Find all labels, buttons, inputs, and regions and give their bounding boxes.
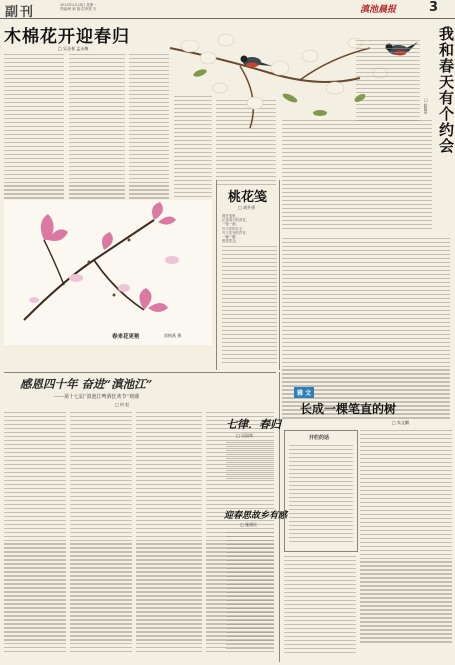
- taohua-poem: [222, 214, 277, 243]
- jazz-text-col1: [4, 412, 66, 655]
- yingchun-poem-text: [226, 532, 274, 652]
- qilv-title: 七律．春归: [226, 418, 281, 431]
- mumian-title: 木棉花开迎春归: [4, 27, 130, 47]
- poem-line: 我在笺里，: [222, 214, 239, 218]
- tree-title: 长成一棵笔直的树: [300, 402, 397, 416]
- section-divider: [4, 372, 276, 373]
- taohua-text: [222, 246, 277, 366]
- dateline-date: 2025年2月24日 星期一: [60, 3, 97, 7]
- poem-line: 写下你的名字，: [222, 226, 246, 231]
- dateline-editors: 责编/杨 帆 版式/李建 川: [60, 7, 97, 12]
- jazz-subtitle: ——第十七届“滇池江啤酒狂欢节”观感: [54, 394, 140, 400]
- tree-text-col2: [360, 430, 452, 645]
- mumian-text-col2: [69, 54, 125, 217]
- spring-intro-text: [356, 40, 420, 124]
- taohua-title: 桃花笺: [228, 190, 268, 205]
- jazz-text-col3: [136, 412, 202, 655]
- magnolia-painting: [4, 200, 212, 330]
- dateline: [60, 3, 97, 11]
- jazz-byline: □ 何 虹: [115, 402, 130, 407]
- intro-box: [284, 430, 358, 552]
- page-number: 3: [429, 0, 439, 15]
- tree-byline: □ 朱文麒: [392, 420, 410, 425]
- poem-line: 一瓣一瓣，: [222, 235, 239, 240]
- column-tag: 雅 文: [294, 387, 314, 398]
- spring-title: 我和春天有个约会: [437, 26, 455, 154]
- masthead: [0, 0, 455, 19]
- column-divider: [279, 180, 280, 370]
- jazz-title: 感恩四十年 奋进“滇池江”: [20, 377, 153, 391]
- intro-box-heading: 开栏的话: [309, 435, 330, 441]
- painting-credit: 郭梅燕 摄: [164, 333, 182, 338]
- mumian-text-col1: [4, 54, 64, 217]
- section-title: 副刊: [5, 5, 36, 20]
- jazz-text-col2: [70, 412, 132, 655]
- poem-line: 写下花开的声音，: [222, 230, 250, 235]
- poem-line: 都是思念。: [222, 239, 239, 244]
- column-divider: [216, 180, 217, 370]
- qilv-poem-text: [226, 442, 274, 482]
- yingchun-byline: □ 施建民: [240, 522, 258, 527]
- tree-text-col1: [284, 556, 356, 656]
- newspaper-logo: 滇池晨报: [360, 5, 397, 15]
- painting-frame: [4, 200, 212, 345]
- taohua-byline: □ 胡升勇: [238, 205, 256, 210]
- poem-line: 一笔一画，: [222, 222, 239, 227]
- spring-text-top: [282, 120, 432, 232]
- intro-box-text: [289, 445, 353, 545]
- mumian-byline: □ 吴圣春 孟永梅: [58, 46, 89, 51]
- qilv-byline: □ 吴国荣: [236, 433, 254, 438]
- yingchun-title: 迎春思故乡有感: [224, 511, 288, 521]
- poem-line: 记录春天的消息，: [222, 218, 250, 223]
- painting-caption: 春来花更艳: [112, 334, 140, 340]
- spring-byline: □ 赵凯奇: [424, 98, 428, 114]
